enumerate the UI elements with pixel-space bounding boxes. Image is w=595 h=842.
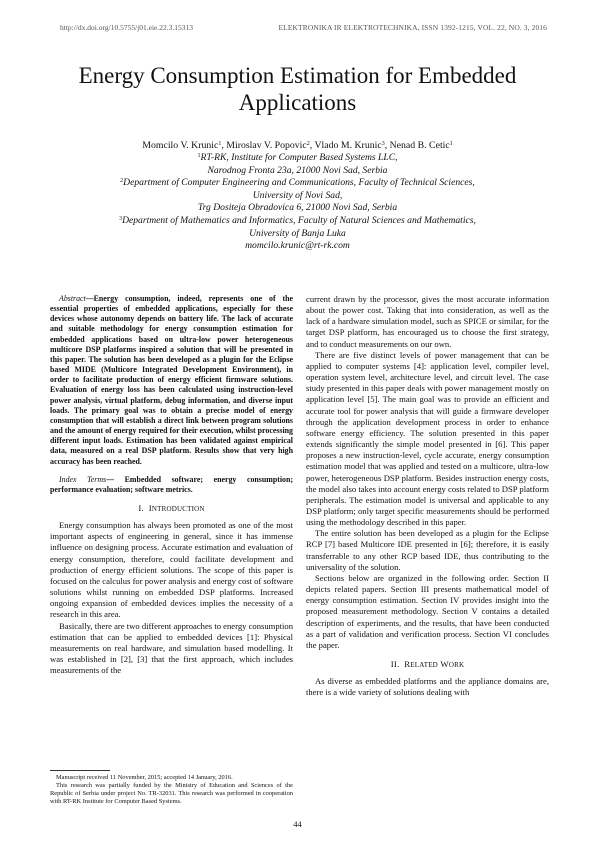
paragraph: current drawn by the processor, gives the most accurate information about the power cost. Taking that into consideration, as well as the lack of a hardware simulation model, such as SPICE or similar, for the target DSP platform, has encouraged us to choose the first strategy, and to conduct measurements on our own. [306,294,549,349]
affil-mark: 2 [120,178,124,185]
affil-mark: 3 [119,215,123,222]
affiliation-line: University of Banja Luka [249,227,346,239]
paragraph: Basically, there are two different approaches to energy consumption estimation that can be applied to embedded devices [1]: Physical measurements on real hardware, and simulation based modelling. It was established in [2], [3] that the first approach, which includes measurements of the [50,620,293,676]
paragraph: The entire solution has been developed as a plugin for the Eclipse RCP [7] based Multicore IDE presented in [6]; therefore, it is easily transferrable to any other RCP based IDE, thus contributing to the universality of the solution. [306,528,549,572]
affiliation-line: $^3$Department of Mathematics and Informatics, Faculty of Natural Sciences and Mathematics, [119,214,476,226]
right-column [306,294,549,698]
affiliation-line: $^1$RT-RK, Institute for Computer Based Systems LLC, [197,152,398,163]
affil-mark: 1 [197,153,201,159]
doi-header: http://dx.doi.org/10.5755/j01.eie.22.3.15313 [60,23,193,32]
index-terms-label: Index Terms [59,474,107,484]
footnote-funding: This research was partially funded by the Ministry of Education and Sciences of the Republic of Serbia under project No. TR-32031. This research was performed in cooperation with RT-RK Institute for Computer Based Systems. [50,782,293,805]
abstract-text: Energy consumption, indeed, represents one of the essential properties of embedded applications, especially for these devices whose autonomy depends on battery life. The lack of accurate and suitable methodology for energy consumption estimation for embedded applications based on ultra-low power heterogeneous multicore DSP platforms inspired a solution that will be presented in this paper. The solution has been developed as a plugin for the Eclipse based MIDE (Multicore Integrated Development Environment), in order to facilitate production of energy efficient firmware solutions. Evaluation of energy loss has been calculated using instruction-level power analysis, virtual platform, debug information, and diverse input loads. The primary goal was to obtain a precise model of energy consumption that will establish a direct link between program solutions and the amount of energy required for their execution, whilst processing different input loads. Estimation has been validated against empirical data, measured on a real DSP platform. Results show that very high accuracy has been reached. [50,294,293,466]
affiliation-line: $^2$Department of Computer Engineering and Communications, Faculty of Technical Sciences, [120,177,475,189]
index-terms: Index Terms— Embedded software; energy consumption; performance evaluation; software metrics. [50,474,293,494]
affiliation-line: Trg Dositeja Obradovica 6, 21000 Novi Sad, Serbia [197,202,398,214]
index-terms-text: Embedded software; energy consumption; performance evaluation; software metrics. [50,474,293,494]
paragraph: There are five distinct levels of power management that can be applied to computer systems [4]: application level, compiler level, operation system level, architecture level, and circuit level. The case study presented in this paper deals with power management mostly on application level [5]. The main goal was to provide an efficient and accurate tool for power analysis that will guide a firmware developer through the application development process in order to enhance software energy efficiency. The solution presented in this paper extends significantly the simple model presented in [6]. This paper proposes a new instruction-level, cycle accurate, energy consumption estimation model that was applied and tested on a multicore, ultra-low power, heterogeneous DSP platform. Besides instruction energy costs, the model also takes into account energy costs related to DSP platform peripherals. The estimation model is universal and applicable to any DSP platform; only target specific measurements should be performed using the methodology described in this paper. [306,349,549,528]
paragraph: Energy consumption has always been promoted as one of the most important aspects of engineering in general, since it has immense influence on designing process. Accurate estimation and evaluation of energy consumption, therefore, could facilitate development and production of energy efficient solutions. The scope of this paper is focused on the calculus for power analysis and energy cost of software solutions whilst running on embedded DSP platforms. Increased ongoing expansion of embedded devices implies the necessity of a research in this area. [50,520,294,620]
title-line-2: Applications [238,90,357,115]
author-affil-mark: 1 [218,141,222,147]
affiliations [40,152,555,253]
author-name: Vlado M. Krunic [314,140,382,151]
left-column [50,294,293,676]
footnote-divider [50,770,110,771]
author-list: Momcilo V. Krunic$^1$, Miroslav V. Popovic$^2$, Vlado M. Krunic$^3$, Nenad B. Cetic$^1$ [142,140,453,151]
author-name: Momcilo V. Krunic [142,140,219,151]
abstract-label: Abstract [59,294,86,303]
author-affil-mark: 1 [449,141,453,147]
section-heading-introduction: I. INTRODUCTION [138,502,205,513]
page-number: 44 [293,819,302,829]
paragraph: As diverse as embedded platforms and the appliance domains are, there is a wide variety of solutions dealing with [306,676,549,698]
journal-header: ELEKTRONIKA IR ELEKTROTECHNIKA, ISSN 1392-1215, VOL. 22, NO. 3, 2016 [278,23,547,32]
paragraph: Sections below are organized in the following order. Section II depicts related papers. Section III presents mathematical model of energy consumption estimation. Section IV provides insight into the proposed measurement methodology. Section V contains a detailed description of experiments, and the results, that have been conducted as a part of validation and verification process. Section VI concludes the paper. [306,572,549,650]
section-heading-related-work: II. RELATED WORK [390,659,465,669]
title-line-1: Energy Consumption Estimation for Embedded [78,63,517,88]
author-name: Miroslav V. Popovic [226,140,307,151]
footnote-received: Manuscript received 11 November, 2015; accepted 14 January, 2016. [56,774,233,781]
author-affil-mark: 2 [306,141,310,147]
author-name: Nenad B. Cetic [389,140,450,151]
author-affil-mark: 3 [381,141,385,147]
footnotes [50,774,293,806]
paper-title [40,62,555,116]
abstract: Abstract—Energy consumption, indeed, represents one of the essential properties of embedded applications, especially for these devices whose autonomy depends on battery life. The lack of accurate and suitable methodology for energy consumption estimation for embedded applications based on ultra-low power heterogeneous multicore DSP platforms inspired a solution that will be presented in this paper. The solution has been developed as a plugin for the Eclipse based MIDE (Multicore Integrated Development Environment), in order to facilitate production of energy efficient firmware solutions. Evaluation of energy loss has been calculated using instruction-level power analysis, virtual platform, debug information, and diverse input loads. The primary goal was to obtain a precise model of energy consumption that will establish a direct link between program solutions and the amount of energy required for their execution, whilst processing different input loads. Estimation has been validated against empirical data, measured on a real DSP platform. Results show that very high accuracy has been reached. [50,294,293,466]
author-email: momcilo.krunic@rt-rk.com [245,240,350,252]
affiliation-line: Narodnog Fronta 23a, 21000 Novi Sad, Serbia [207,164,388,176]
affiliation-line: University of Novi Sad, [252,189,343,201]
